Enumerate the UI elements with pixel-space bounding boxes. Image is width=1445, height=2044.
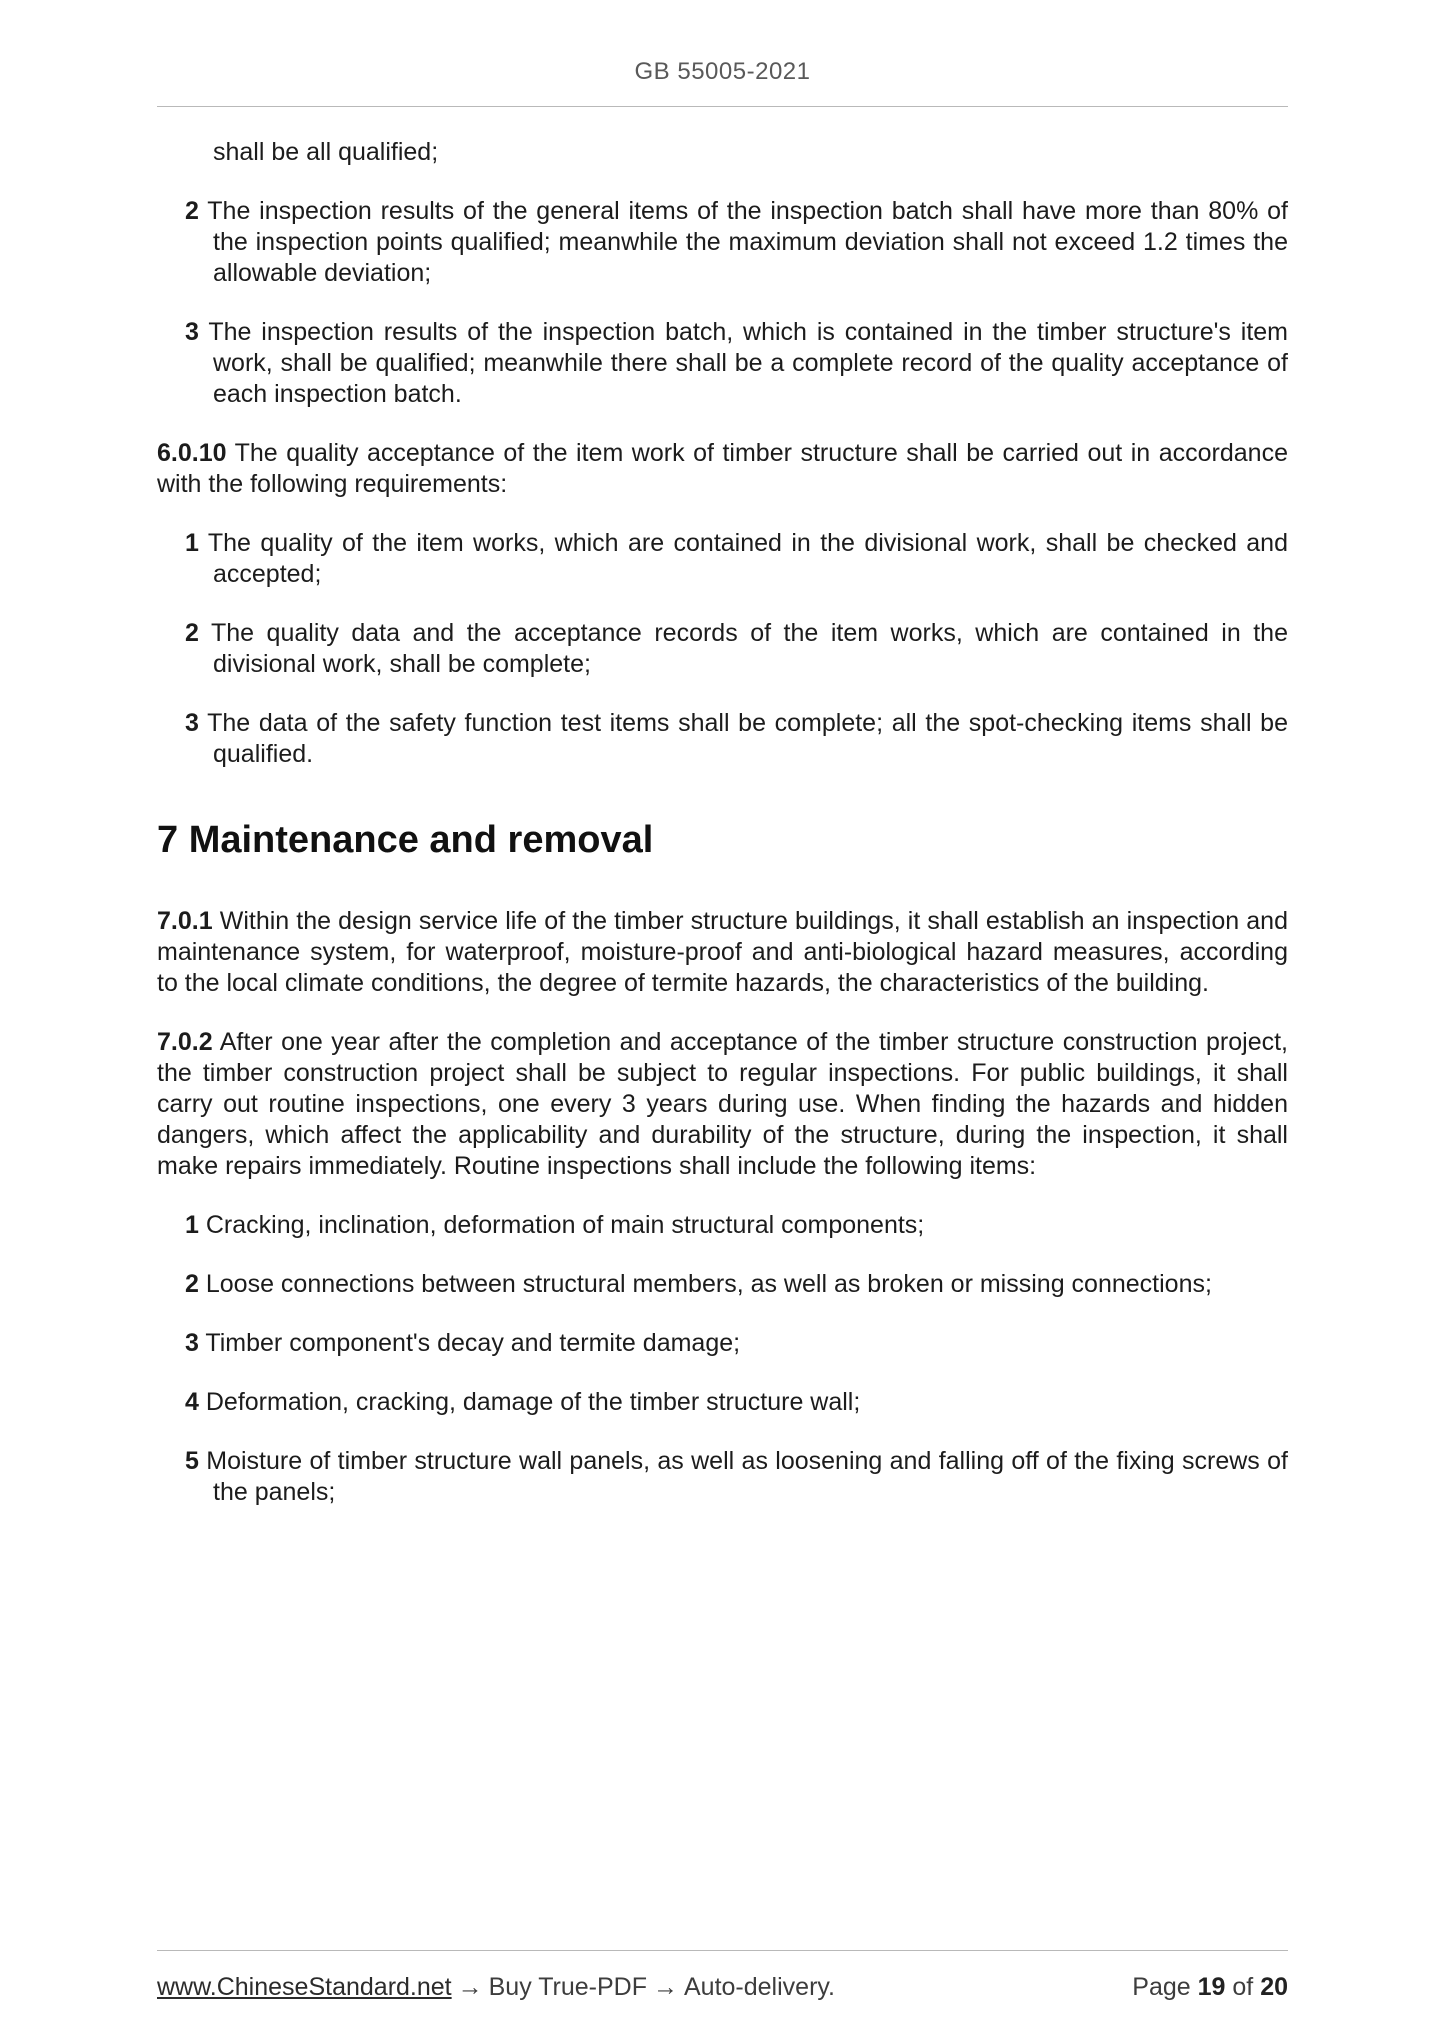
list-item-number: 3 xyxy=(185,318,199,346)
list-item xyxy=(157,1210,1288,1241)
page-header-doc-number: GB 55005-2021 xyxy=(634,58,811,85)
clause-text: After one year after the completion and acceptance of the timber structure construction project, the timber construction project shall be subject to regular inspections. For public buildings, it shall carry out routine inspections, one every 3 years during use. When finding the hazards and hidden dangers, which affect the applicability and durability of the structure, during the inspection, it shall make repairs immediately. Routine inspections shall include the following items: xyxy=(157,1027,1288,1180)
list-item-text: The data of the safety function test items shall be complete; all the spot-checking items shall be qualified. xyxy=(207,709,1288,768)
footer-buy-label: Buy True-PDF xyxy=(488,1973,647,2001)
clause-text: The quality acceptance of the item work of timber structure shall be carried out in accordance with the following requirements: xyxy=(157,439,1288,498)
footer-left xyxy=(157,1973,835,2002)
list-item-number: 3 xyxy=(185,709,199,737)
clause-number: 6.0.10 xyxy=(157,439,227,467)
paragraph-text: shall be all qualified; xyxy=(213,138,439,166)
clause-text: Within the design service life of the timber structure buildings, it shall establish an inspection and maintenance system, for waterproof, moisture-proof and anti-biological hazard measures, according to the local climate conditions, the degree of termite hazards, the characteristics of the building. xyxy=(157,906,1288,997)
list-item-number: 4 xyxy=(185,1387,199,1416)
list-item-text: The inspection results of the general items of the inspection batch shall have more than 80% of the inspection points qualified; meanwhile the maximum deviation shall not exceed 1.2 times the allowable deviation; xyxy=(207,197,1288,287)
document-body xyxy=(0,107,1445,1508)
arrow-icon: → xyxy=(653,1973,678,2001)
arrow-icon: → xyxy=(457,1973,483,2001)
list-item-text: The quality of the item works, which are contained in the divisional work, shall be checked and accepted; xyxy=(207,529,1288,588)
clause-number: 7.0.2 xyxy=(157,1027,213,1056)
list-item xyxy=(157,1387,1288,1418)
list-item xyxy=(157,708,1288,770)
footer-delivery-label: Auto-delivery. xyxy=(684,1973,835,2001)
paragraph-continuation xyxy=(157,137,1288,168)
clause-paragraph xyxy=(157,1027,1288,1182)
list-item xyxy=(157,1269,1288,1300)
footer-site-link[interactable]: www.ChineseStandard.net xyxy=(157,1973,452,2001)
list-item-number: 1 xyxy=(185,1210,199,1239)
list-item-text: Timber component's decay and termite damage; xyxy=(205,1328,741,1357)
list-item-text: The inspection results of the inspection batch, which is contained in the timber structure's item work, shall be qualified; meanwhile there shall be a complete record of the quality acceptance of each inspection batch. xyxy=(208,318,1289,408)
list-item-text: Deformation, cracking, damage of the timber structure wall; xyxy=(205,1387,861,1416)
clause-number: 7.0.1 xyxy=(157,906,213,935)
page-label: Page xyxy=(1132,1973,1191,2001)
clause-paragraph xyxy=(157,906,1288,999)
section-heading: 7 Maintenance and removal xyxy=(157,819,654,861)
list-item-number: 2 xyxy=(185,619,199,647)
list-item xyxy=(157,528,1288,590)
list-item xyxy=(157,618,1288,680)
list-item-text: The quality data and the acceptance records of the item works, which are contained in the divisional work, shall be complete; xyxy=(210,619,1288,678)
page-of-label: of xyxy=(1232,1973,1254,2001)
list-item xyxy=(157,1446,1288,1508)
clause-paragraph xyxy=(157,438,1288,500)
list-item xyxy=(157,196,1288,289)
list-item-text: Cracking, inclination, deformation of main structural components; xyxy=(205,1210,925,1239)
page-total: 20 xyxy=(1260,1973,1288,2001)
list-item xyxy=(157,1328,1288,1359)
list-item-number: 3 xyxy=(185,1328,199,1357)
list-item-text: Loose connections between structural members, as well as broken or missing connections; xyxy=(205,1269,1212,1298)
list-item-number: 2 xyxy=(185,1269,199,1298)
list-item-number: 2 xyxy=(185,197,199,225)
list-item-text: Moisture of timber structure wall panels, as well as loosening and falling off of the fixing screws of the panels; xyxy=(206,1446,1288,1506)
page-footer xyxy=(157,1950,1288,2002)
list-item xyxy=(157,317,1288,410)
list-item-number: 1 xyxy=(185,529,199,557)
list-item-number: 5 xyxy=(185,1446,199,1475)
footer-page-indicator xyxy=(1132,1973,1288,2002)
page-current: 19 xyxy=(1197,1973,1226,2001)
